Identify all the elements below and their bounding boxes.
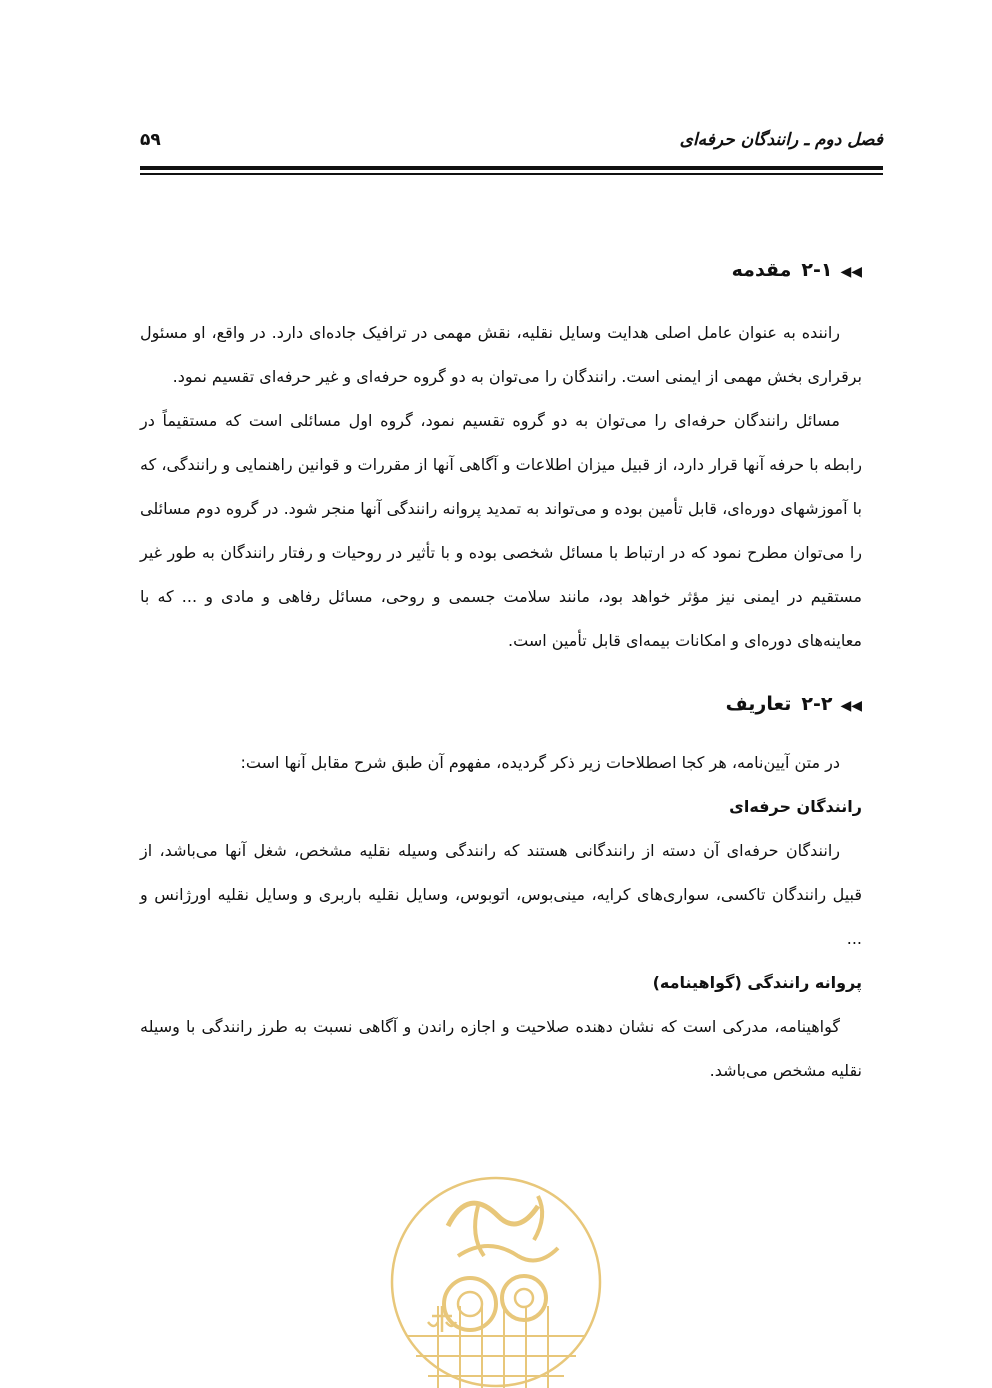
section-title: مقدمه	[731, 259, 792, 281]
section-heading-introduction	[140, 248, 862, 294]
paragraph: مسائل رانندگان حرفه‌ای را می‌توان به دو گروه تقسیم نمود، گروه اول مسائلی است که مستقیماً در رابطه با حرفه آنها قرار دارد، از قبیل میزان اطلاعات و آگاهی آنها از مقررات و قوانین راهنمایی و رانندگی، که با آموزشهای دوره‌ای، قابل تأمین بوده و می‌تواند به تمدید پروانه رانندگی آنها منجر شود. در گروه دوم مسائلی را می‌توان مطرح نمود که در ارتباط با مسائل شخصی بوده و با تأثیر در روحیات و رفتار رانندگان به طور غیر مستقیم در ایمنی نیز مؤثر خواهد بود، مانند سلامت جسمی و روحی، مسائل رفاهی و مادی و ... که با معاینه‌های دوره‌ای و امکانات بیمه‌ای قابل تأمین است.	[140, 411, 862, 650]
header-rule-thin	[140, 173, 883, 175]
term-definition: رانندگان حرفه‌ای آن دسته از رانندگانی هستند که رانندگی وسیله نقلیه مشخص، شغل آنها می‌باشد، از قبیل رانندگان تاکسی، سواری‌های کرایه، مینی‌بوس، اتوبوس، وسایل نقلیه باربری و وسایل نقلیه اورژانس و ...	[140, 841, 862, 948]
watermark-logo	[388, 1166, 604, 1388]
page-number: ۵۹	[140, 130, 161, 150]
section-number: ۲-۲	[801, 693, 833, 715]
chapter-title: فصل دوم ـ رانندگان حرفه‌ای	[679, 130, 883, 150]
page-body	[140, 248, 862, 1093]
paragraph: راننده به عنوان عامل اصلی هدایت وسایل نقلیه، نقش مهمی در ترافیک جاده‌ای دارد. در واقع، او مسئول برقراری بخش مهمی از ایمنی است. رانندگان را می‌توان به دو گروه حرفه‌ای و غیر حرفه‌ای تقسیم نمود.	[140, 323, 862, 386]
running-header	[140, 126, 883, 166]
header-rule-thick	[140, 166, 883, 170]
section-heading-definitions	[140, 682, 862, 728]
section-title: تعاریف	[725, 693, 792, 715]
paragraph: در متن آیین‌نامه، هر کجا اصطلاحات زیر ذکر گردیده، مفهوم آن طبق شرح مقابل آنها است:	[240, 753, 840, 772]
section-number: ۲-۱	[801, 259, 833, 281]
double-chevron-icon: ◀◀	[840, 698, 862, 714]
term-definition: گواهینامه، مدرکی است که نشان دهنده صلاحیت و اجازه راندن و آگاهی نسبت به طرز رانندگی با وسیله نقلیه مشخص می‌باشد.	[140, 1017, 862, 1080]
double-chevron-icon: ◀◀	[840, 264, 862, 280]
term-heading: رانندگان حرفه‌ای	[729, 797, 862, 816]
term-heading: پروانه رانندگی (گواهینامه)	[652, 973, 862, 992]
